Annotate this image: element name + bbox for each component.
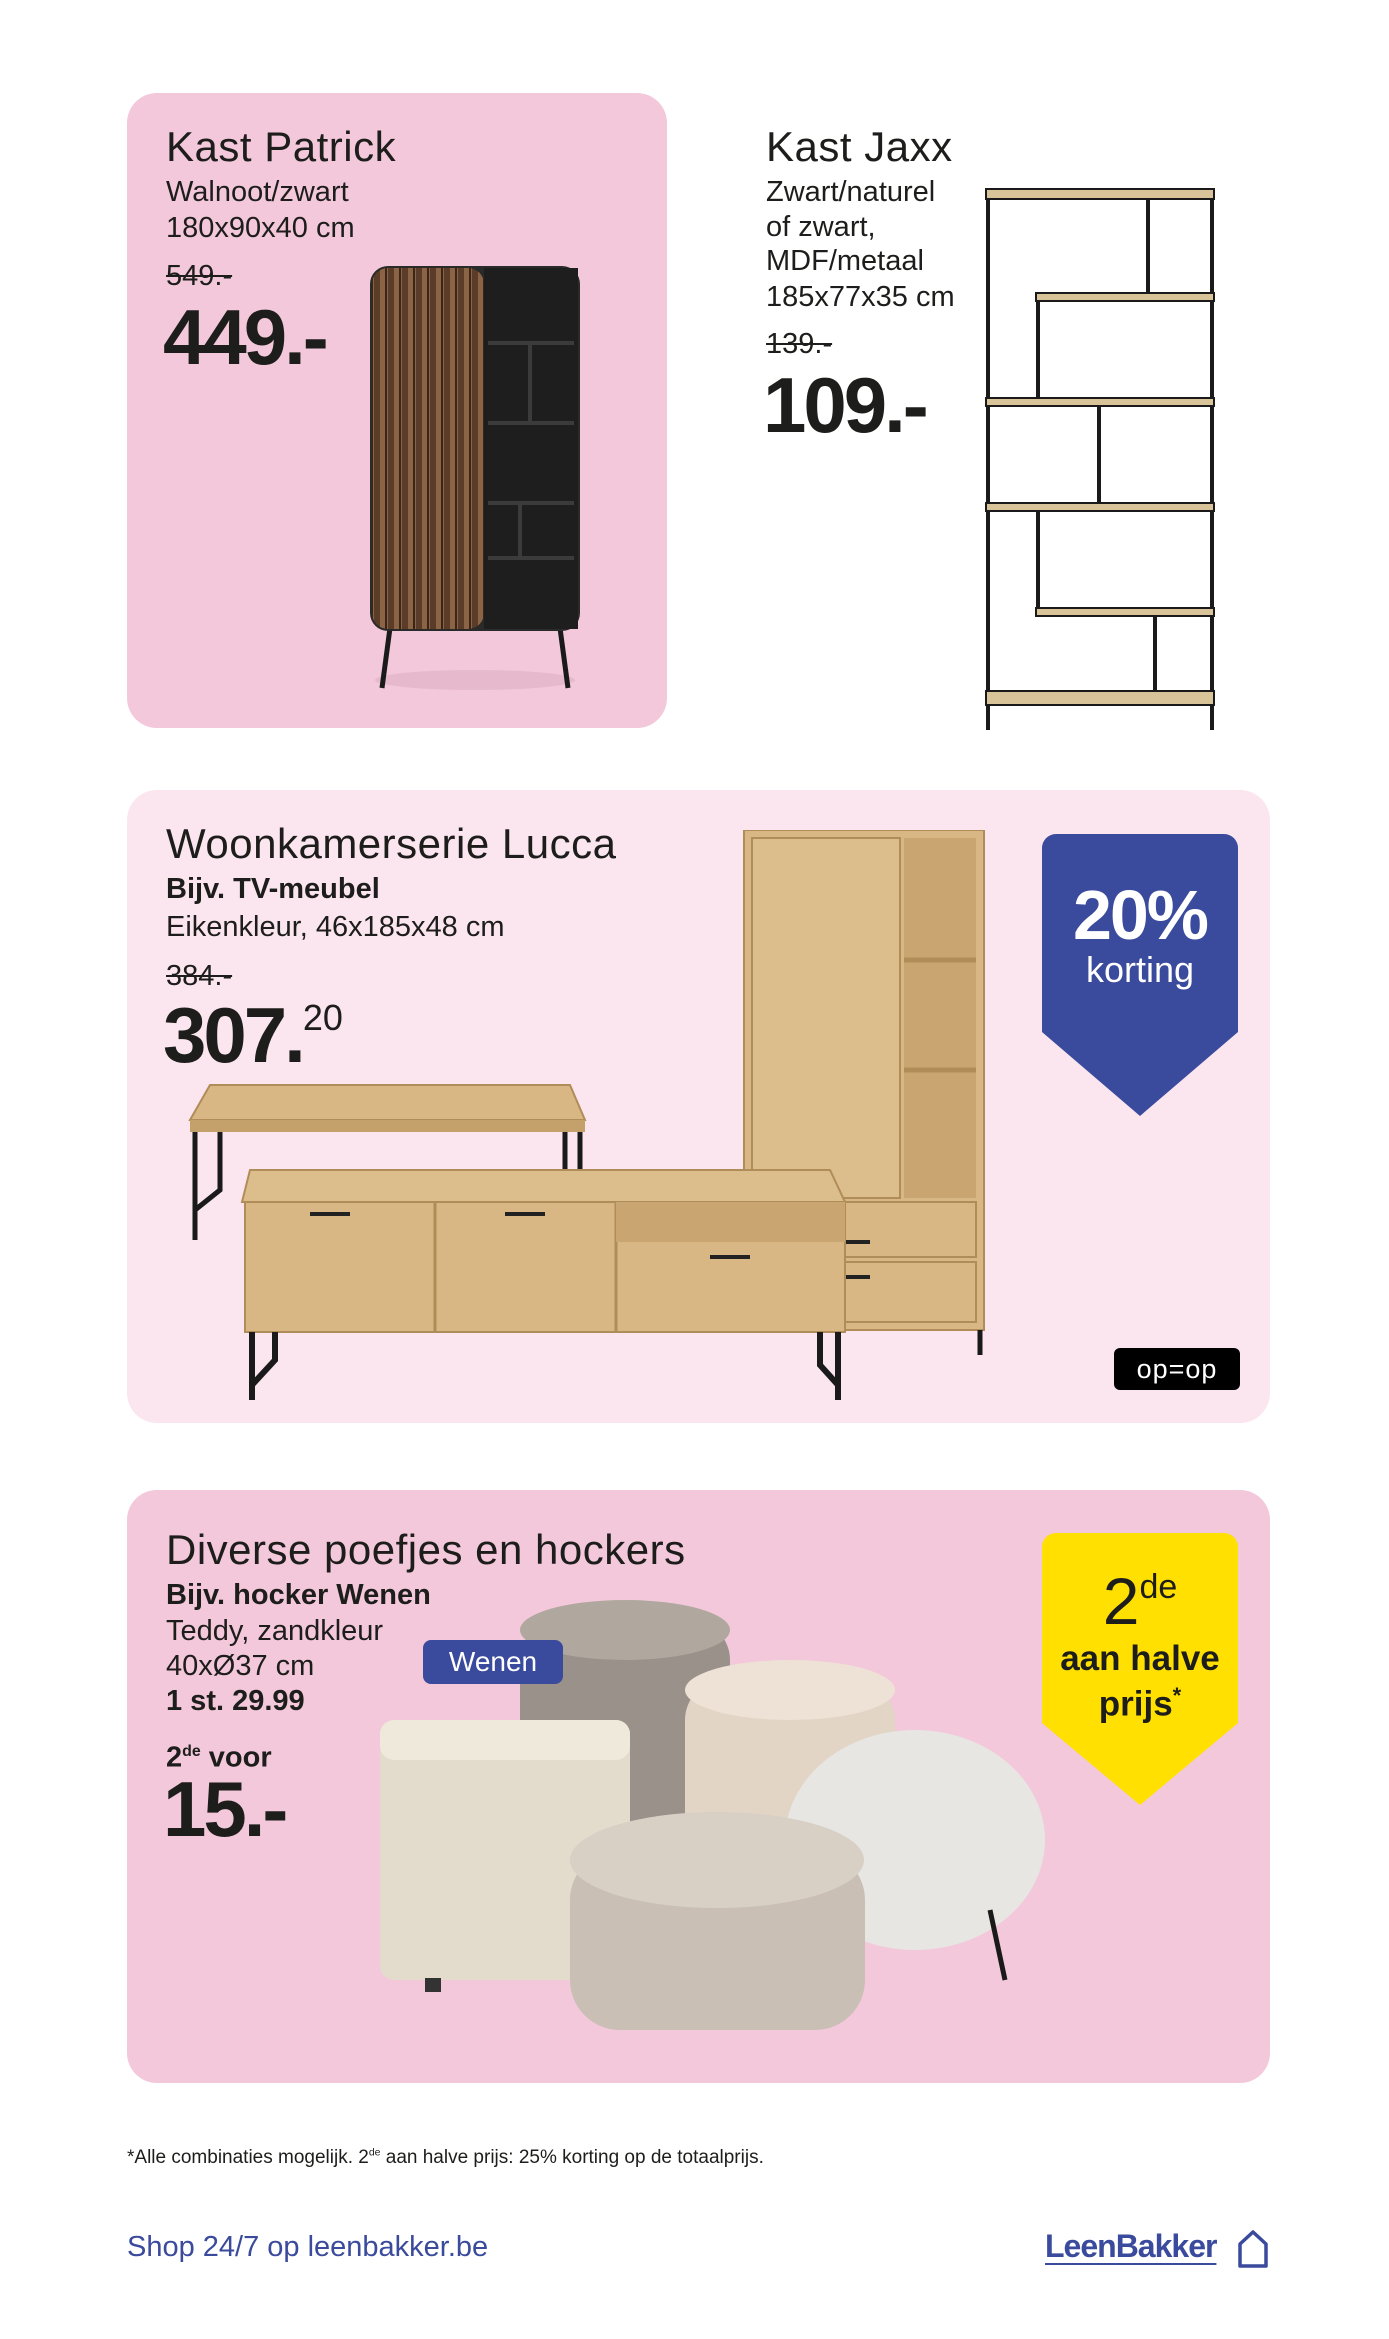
second-item-label: 2de voor	[166, 1741, 272, 1774]
second-badge-number: 2de	[1102, 1564, 1178, 1638]
kast-jaxx-image	[980, 185, 1220, 735]
unit-price: 1 st. 29.99	[166, 1685, 305, 1717]
product-example: Bijv. TV-meubel	[166, 873, 380, 905]
price: 307.20	[163, 991, 343, 1079]
discount-label: korting	[1085, 949, 1195, 990]
old-price: 384.-	[166, 960, 233, 992]
shop-link[interactable]: Shop 24/7 op leenbakker.be	[127, 2231, 489, 2263]
price: 449.-	[163, 293, 326, 381]
old-price: 139.-	[766, 328, 833, 360]
house-icon	[1237, 2228, 1269, 2268]
lucca-furniture-image	[180, 830, 1020, 1410]
product-color: Zwart/naturel	[766, 176, 936, 208]
second-badge-line1: aan halve	[1060, 1639, 1220, 1678]
product-dimensions: Eikenkleur, 46x185x48 cm	[166, 911, 505, 943]
product-title: Diverse poefjes en hockers	[166, 1526, 686, 1573]
op-op-tag: op=op	[1114, 1348, 1240, 1390]
product-dimensions: 185x77x35 cm	[766, 281, 955, 313]
product-title: Woonkamerserie Lucca	[166, 820, 617, 867]
price: 109.-	[763, 361, 926, 449]
price: 15.-	[163, 1765, 286, 1853]
second-badge-line2: prijs*	[1098, 1683, 1182, 1724]
kast-patrick-image	[360, 258, 590, 698]
leenbakker-logo[interactable]	[1045, 2226, 1270, 2271]
footnote: *Alle combinaties mogelijk. 2de aan halve prijs: 25% korting op de totaalprijs.	[127, 2147, 764, 2168]
product-material: MDF/metaal	[766, 245, 924, 277]
price-cents: 20	[302, 997, 343, 1038]
product-example: Bijv. hocker Wenen	[166, 1579, 431, 1611]
product-title: Kast Jaxx	[766, 123, 953, 170]
model-name-tag: Wenen	[423, 1640, 563, 1684]
old-price: 549.-	[166, 260, 233, 292]
product-title: Kast Patrick	[166, 123, 397, 170]
product-dimensions: 180x90x40 cm	[166, 212, 355, 244]
product-color-alt: of zwart,	[766, 211, 876, 243]
product-dimensions: 40xØ37 cm	[166, 1650, 315, 1682]
logo-text: LeenBakker	[1045, 2228, 1217, 2264]
product-color: Walnoot/zwart	[166, 176, 349, 208]
discount-percentage: 20%	[1072, 876, 1208, 954]
product-color: Teddy, zandkleur	[166, 1615, 384, 1647]
